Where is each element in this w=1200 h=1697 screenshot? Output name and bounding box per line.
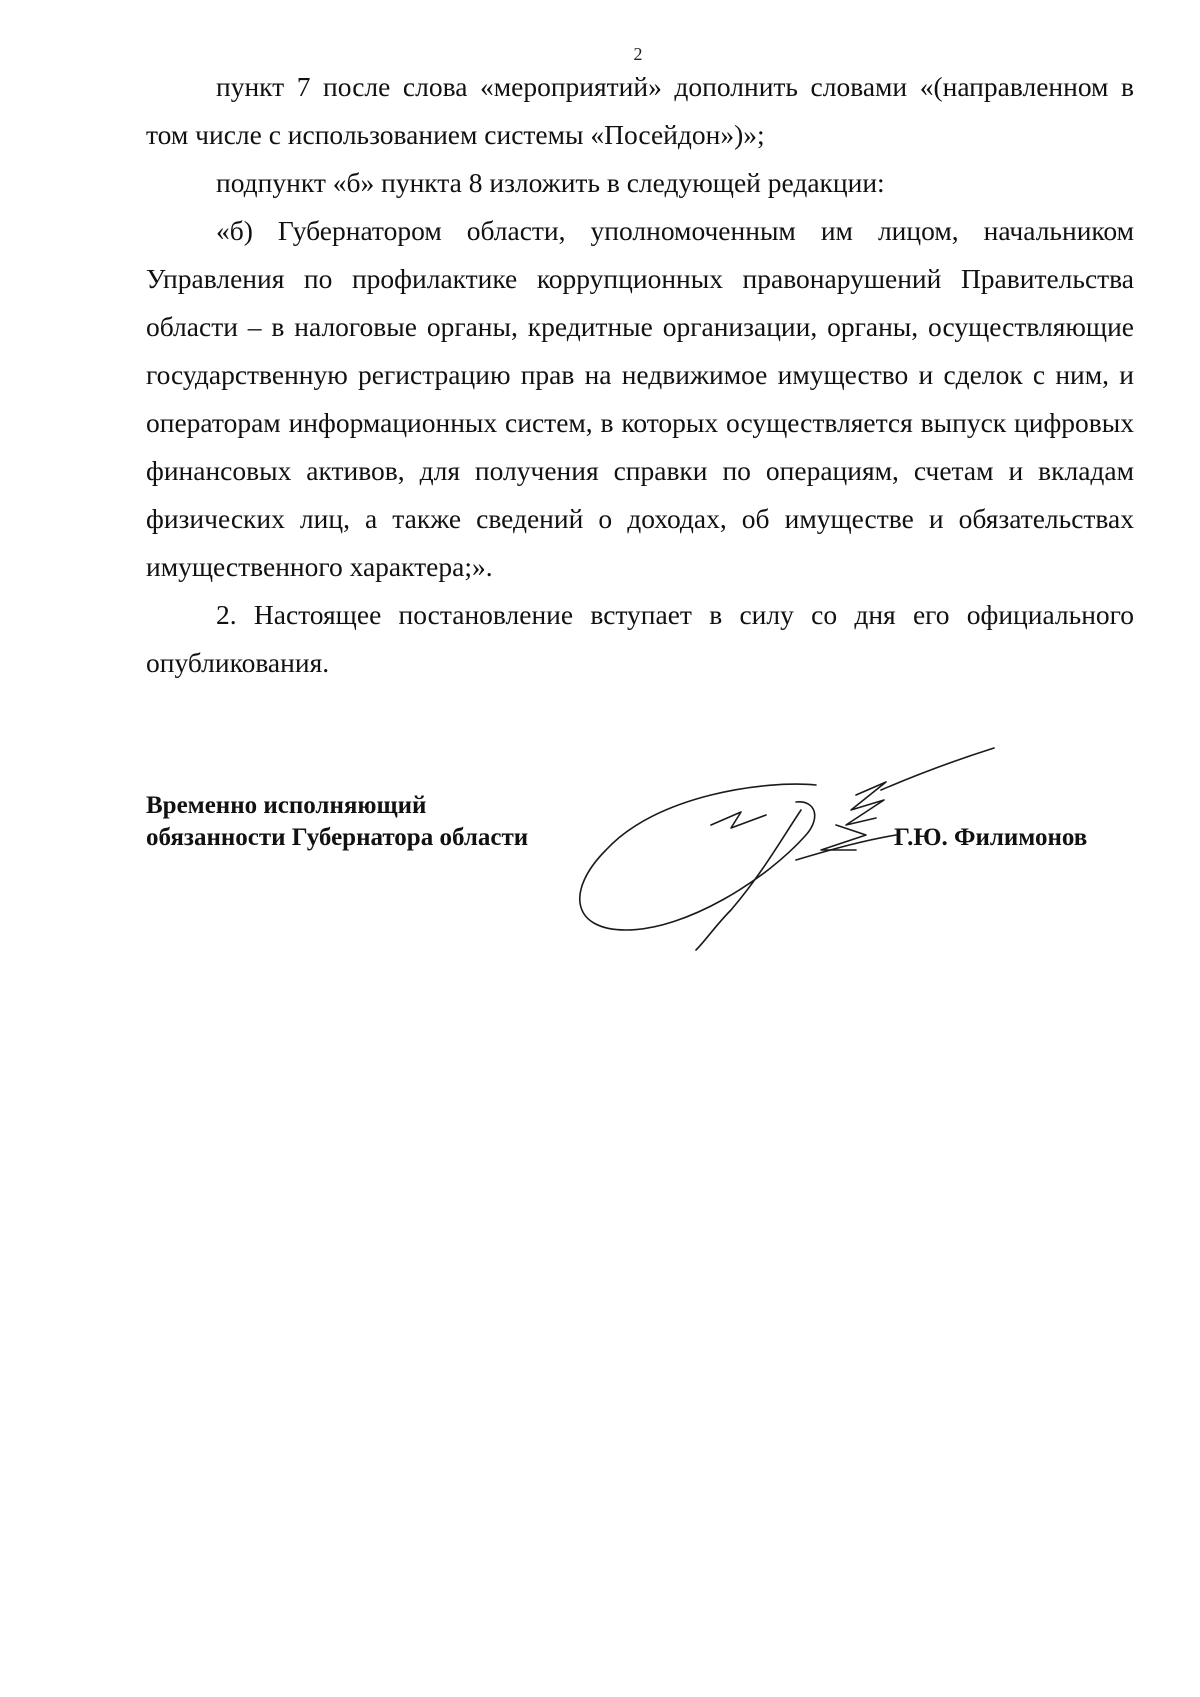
paragraph-subitem-b-intro: подпункт «б» пункта 8 изложить в следующей редакции: [216,167,885,198]
page-number: 2 [633,44,643,64]
signatory-name: Г.Ю. Филимонов [894,824,1088,851]
signatory-title-line-1: Временно исполняющий [146,792,427,819]
signatory-title-line-2: обязанности Губернатора области [146,824,529,851]
paragraph-subitem-b-text: «б) Губернатором области, уполномоченным им лицом, начальником Управления по профилактике коррупционных правонарушений Правительства области – в налоговые органы, кредитные организации, органы, осуществляющие государственную регистрацию прав на недвижимое имущество и сделок с ним, и операторам информационных систем, в которых осуществляется выпуск цифровых финансовых активов, для получения справки по операциям, счетам и вкладам физических лиц, а также сведений о доходах, об имуществе и обязательствах имущественного характера;». [146,215,1134,582]
signatory-title [146,790,528,854]
signature-block [146,790,1146,950]
document-body [146,63,1134,687]
paragraph-entry-into-force: 2. Настоящее постановление вступает в силу со дня его официального опубликования. [146,599,1134,678]
paragraph-item-7-amendment: пункт 7 после слова «мероприятий» дополнить словами «(направленном в том числе с использованием системы «Посейдон»)»; [146,71,1134,150]
